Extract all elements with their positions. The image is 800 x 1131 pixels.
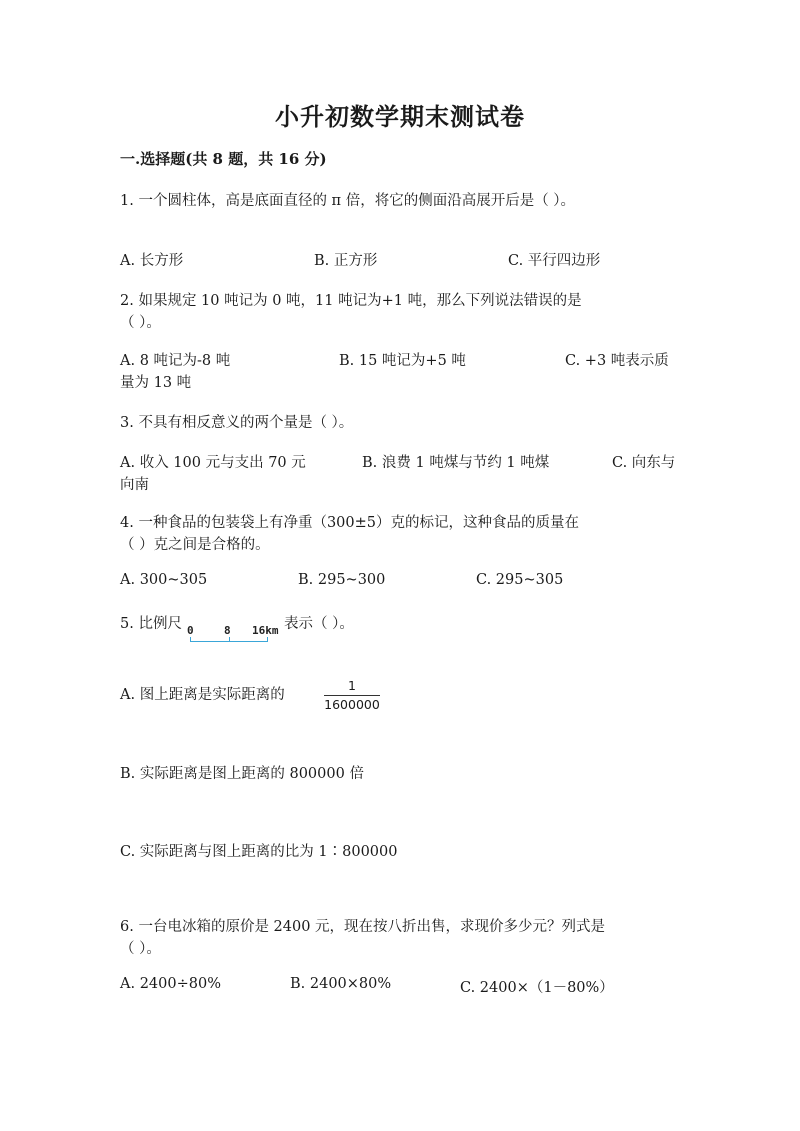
question-2-text: 2. 如果规定 10 吨记为 0 吨，11 吨记为+1 吨，那么下列说法错误的是: [120, 293, 582, 309]
question-6-text: 6. 一台电冰箱的原价是 2400 元，现在按八折出售，求现价多少元？列式是: [120, 919, 606, 935]
fraction-bar: [324, 695, 380, 696]
question-4-option-c: C. 295~305: [476, 572, 564, 588]
scale-label-16km: 16km: [252, 624, 279, 637]
fraction-denominator: 1600000: [324, 697, 380, 712]
question-5-option-b: B. 实际距离是图上距离的 800000 倍: [120, 766, 364, 782]
question-3-option-a: A. 收入 100 元与支出 70 元: [120, 455, 306, 471]
section-heading: 一.选择题(共 8 题，共 16 分): [120, 150, 327, 168]
question-2-option-a: A. 8 吨记为-8 吨: [120, 353, 231, 369]
page-title: 小升初数学期末测试卷: [275, 102, 525, 131]
question-2-option-c: C. +3 吨表示质: [565, 353, 669, 369]
question-3-text: 3. 不具有相反意义的两个量是（ ）。: [120, 415, 354, 431]
question-5-option-c: C. 实际距离与图上距离的比为 1∶800000: [120, 844, 398, 860]
question-6-option-b: B. 2400×80%: [290, 976, 392, 992]
question-6-option-c: C. 2400×（1－80%）: [460, 980, 614, 996]
question-6-option-a: A. 2400÷80%: [120, 976, 221, 992]
scale-label-8: 8: [224, 624, 231, 637]
question-4-option-b: B. 295~300: [298, 572, 386, 588]
question-5-prefix: 5. 比例尺: [120, 616, 182, 632]
question-5-suffix: 表示（ ）。: [284, 616, 354, 632]
scale-bar-figure: [186, 624, 282, 650]
scale-label-0: 0: [187, 624, 194, 637]
question-1-option-b: B. 正方形: [314, 253, 378, 269]
scale-tick: [229, 637, 230, 642]
question-2-option-c-cont: 量为 13 吨: [120, 375, 192, 391]
fraction-numerator: 1: [348, 678, 356, 693]
question-3-option-b: B. 浪费 1 吨煤与节约 1 吨煤: [362, 455, 550, 471]
question-1-option-c: C. 平行四边形: [508, 253, 601, 269]
question-1-text: 1. 一个圆柱体，高是底面直径的 π 倍，将它的侧面沿高展开后是（ ）。: [120, 193, 576, 209]
question-5-option-a: A. 图上距离是实际距离的: [120, 687, 285, 703]
question-4-option-a: A. 300~305: [120, 572, 208, 588]
question-3-option-c-cont: 向南: [120, 477, 149, 493]
scale-tick: [267, 637, 268, 642]
fraction: [324, 678, 380, 712]
question-6-text-cont: （ ）。: [120, 941, 161, 957]
question-4-text-cont: （ ）克之间是合格的。: [120, 537, 270, 553]
scale-tick: [190, 637, 191, 642]
question-4-text: 4. 一种食品的包装袋上有净重（300±5）克的标记，这种食品的质量在: [120, 515, 579, 531]
question-2-option-b: B. 15 吨记为+5 吨: [339, 353, 466, 369]
question-1-option-a: A. 长方形: [120, 253, 184, 269]
question-2-text-cont: （ ）。: [120, 315, 161, 331]
question-3-option-c: C. 向东与: [612, 455, 676, 471]
